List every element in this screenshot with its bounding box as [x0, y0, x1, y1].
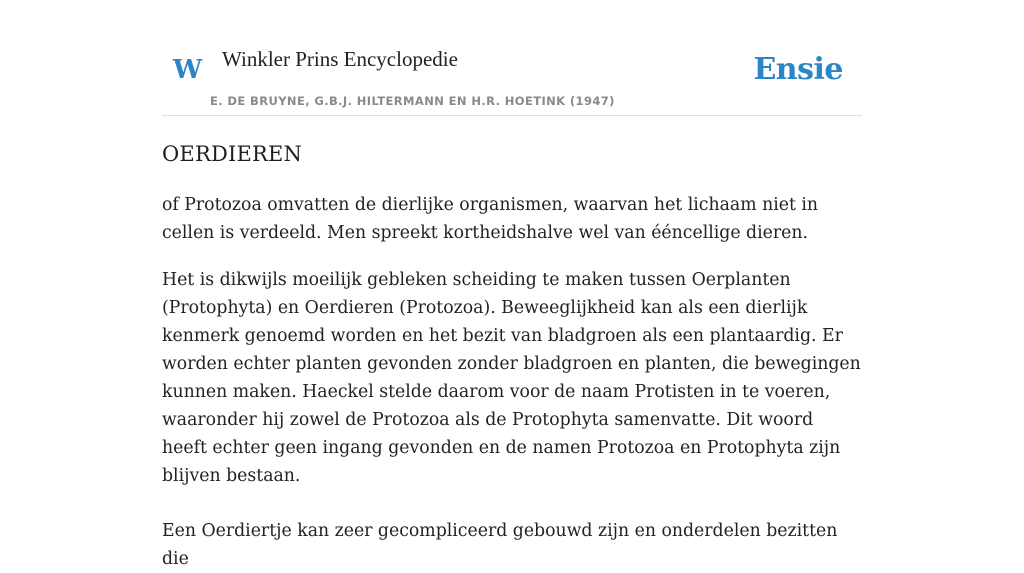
site-header — [162, 38, 862, 116]
site-title[interactable]: Winkler Prins Encyclopedie — [222, 47, 458, 71]
paragraph-1: of Protozoa omvatten de dierlijke organismen, waarvan het lichaam niet in cellen is verdeeld. Men spreekt kortheidshalve wel van ééncellige dieren. — [162, 195, 819, 243]
paragraph-3: Een Oerdiertje kan zeer gecompliceerd gebouwd zijn en onderdelen bezitten die — [162, 521, 838, 569]
entry-title: OERDIEREN — [162, 142, 303, 166]
ensie-brand-link[interactable]: Ensie — [753, 52, 843, 87]
authors-line: E. DE BRUYNE, G.B.J. HILTERMANN EN H.R. HOETINK (1947) — [210, 94, 615, 108]
winkler-prins-logo[interactable]: W — [173, 55, 203, 85]
article — [162, 136, 862, 573]
paragraph-2: Het is dikwijls moeilijk gebleken scheiding te maken tussen Oerplanten (Protophyta) en Oerdieren (Protozoa). Beweeglijkheid kan als een dierlijk kenmerk genoemd worden en het bezit van bladgroen als een plantaardig. Er worden echter planten gevonden zonder bladgroen en planten, die bewegingen kunnen maken. Haeckel stelde daarom voor de naam Protisten in te voeren, waaronder hij zowel de Protozoa als de Protophyta samenvatte. Dit woord heeft echter geen ingang gevonden en de namen Protozoa en Protophyta zijn blijven bestaan. — [162, 270, 861, 486]
